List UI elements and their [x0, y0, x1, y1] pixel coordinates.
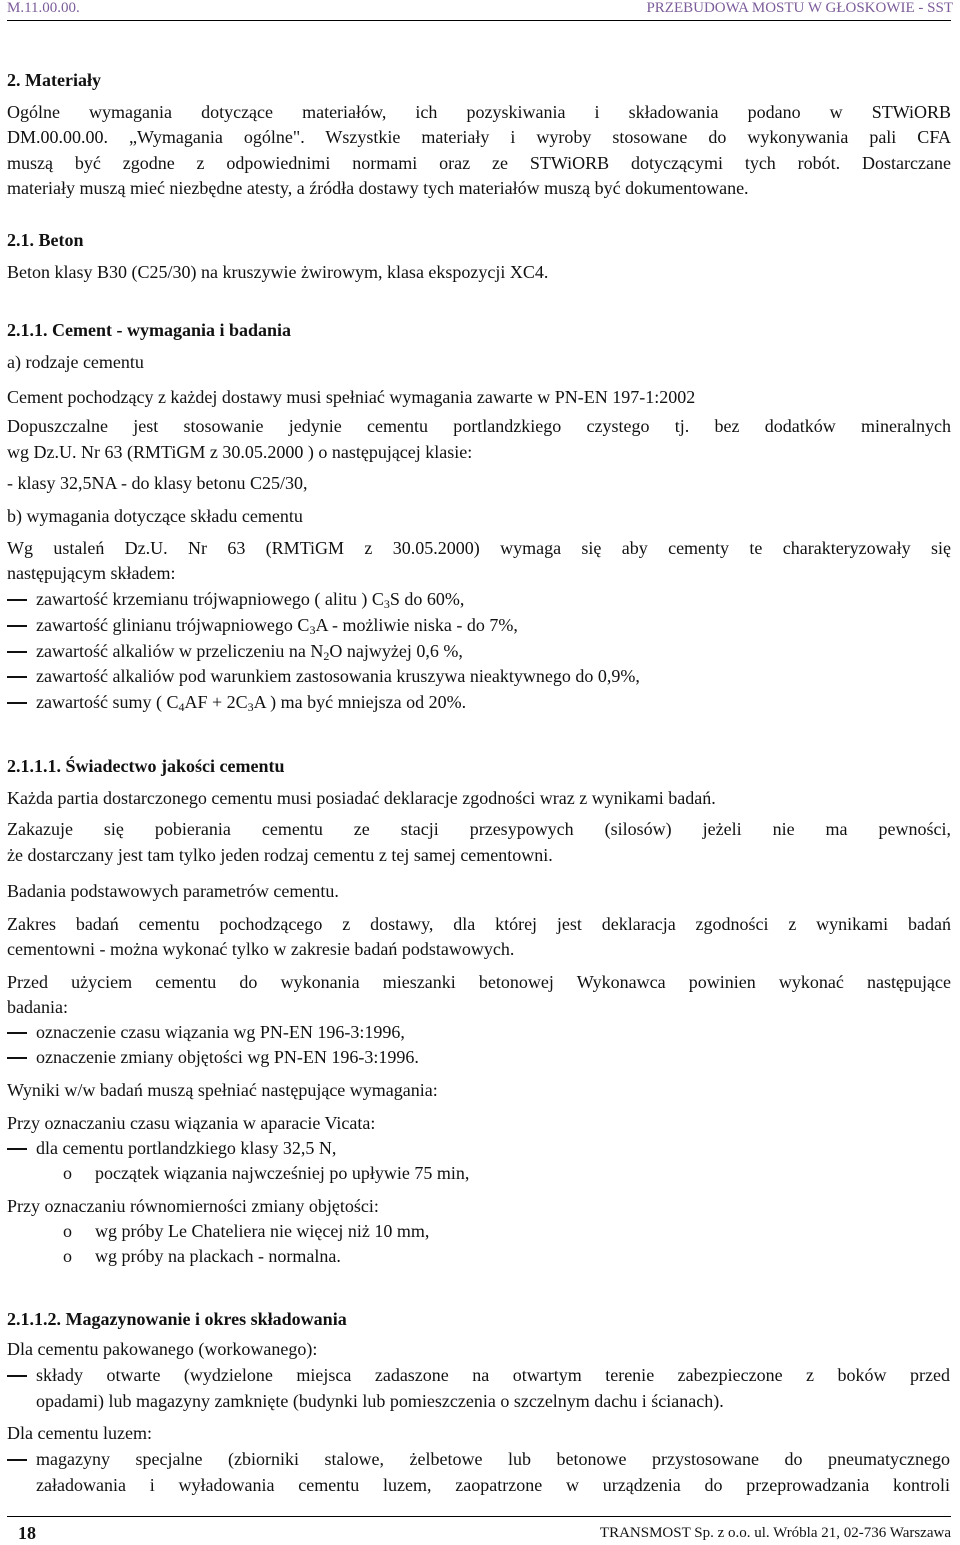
footer-company: TRANSMOST Sp. z o.o. ul. Wróbla 21, 02-736 Warszawa: [599, 1525, 951, 1541]
list-item: magazyny specjalne (zbiorniki stalowe, żelbetowe lub betonowe przystosowane do pneumatycznego: [36, 1449, 950, 1469]
list-item: zawartość alkaliów pod warunkiem zastosowania kruszywa nieaktywnego do 0,9%,: [36, 666, 640, 686]
header-rule: [7, 20, 951, 21]
section-heading: 2.1.1.2. Magazynowanie i okres składowania: [7, 1309, 347, 1329]
footer-rule: [7, 1516, 951, 1517]
paragraph-line: muszą być zgodne z odpowiednimi normami oraz ze STWiORB dotyczącymi tych robót. Dostarczane: [7, 153, 951, 173]
paragraph-line: DM.00.00.00. „Wymagania ogólne". Wszystkie materiały i wyroby stosowane do wykonywania pali CFA: [7, 127, 951, 147]
paragraph-line: Dopuszczalne jest stosowanie jedynie cementu portlandzkiego czystego tj. bez dodatków mineralnych: [7, 416, 951, 436]
paragraph-line: następującym składem:: [7, 563, 176, 583]
dash-bullet: [7, 1459, 27, 1461]
list-item: składy otwarte (wydzielone miejsca zadaszone na otwartym terenie zabezpieczone z boków przed: [36, 1365, 950, 1385]
list-item: wg próby Le Chateliera nie więcej niż 10 mm,: [95, 1221, 430, 1241]
section-heading: 2.1.1.1. Świadectwo jakości cementu: [7, 756, 285, 776]
paragraph-line: a) rodzaje cementu: [7, 352, 144, 372]
list-item: dla cementu portlandzkiego klasy 32,5 N,: [36, 1138, 337, 1158]
paragraph-line: Przed użyciem cementu do wykonania mieszanki betonowej Wykonawca powinien wykonać następujące: [7, 972, 951, 992]
paragraph-line: wg Dz.U. Nr 63 (RMTiGM z 30.05.2000 ) o następującej klasie:: [7, 442, 473, 462]
paragraph-line: Dla cementu luzem:: [7, 1423, 152, 1443]
list-item: zawartość glinianu trójwapniowego $C_3A$ - możliwie niska - do 7%,: [36, 615, 518, 637]
paragraph-line: Zakazuje się pobierania cementu ze stacji przesypowych (silosów) jeżeli nie ma pewności,: [7, 819, 951, 839]
section-heading: 2.1. Beton: [7, 230, 84, 250]
list-item: początek wiązania najwcześniej po upływie 75 min,: [95, 1163, 470, 1183]
list-item: wg próby na plackach - normalna.: [95, 1246, 341, 1266]
dash-bullet: [7, 1032, 27, 1034]
dash-bullet: [7, 651, 27, 653]
paragraph-line: Beton klasy B30 (C25/30) na kruszywie żwirowym, klasa ekspozycji XC4.: [7, 262, 549, 282]
circle-bullet: o: [63, 1163, 72, 1183]
paragraph-line: Wyniki w/w badań muszą spełniać następujące wymagania:: [7, 1080, 438, 1100]
list-item: zawartość sumy ( $C_4AF + 2C_3A$ ) ma być mniejsza od 20%.: [36, 692, 467, 714]
dash-bullet: [7, 599, 27, 601]
list-item: oznaczenie zmiany objętości wg PN-EN 196-3:1996.: [36, 1047, 419, 1067]
paragraph-line: Dla cementu pakowanego (workowanego):: [7, 1339, 318, 1359]
page-number: 18: [18, 1523, 36, 1543]
header-title: PRZEBUDOWA MOSTU W GŁOSKOWIE - SST: [646, 0, 953, 16]
paragraph-line: Zakres badań cementu pochodzącego z dostawy, dla której jest deklaracja zgodności z wynikami badań: [7, 914, 951, 934]
paragraph-line: Wg ustaleń Dz.U. Nr 63 (RMTiGM z 30.05.2000) wymaga się aby cementy te charakteryzowały się: [7, 538, 951, 558]
circle-bullet: o: [63, 1246, 72, 1266]
section-heading: 2.1.1. Cement - wymagania i badania: [7, 320, 292, 340]
header-code: M.11.00.00.: [7, 0, 80, 16]
list-item: oznaczenie czasu wiązania wg PN-EN 196-3:1996,: [36, 1022, 405, 1042]
paragraph-line: - klasy 32,5NA - do klasy betonu C25/30,: [7, 473, 308, 493]
paragraph-line: cementowni - można wykonać tylko w zakresie badań podstawowych.: [7, 939, 515, 959]
paragraph-line: że dostarczany jest tam tylko jeden rodzaj cementu z tej samej cementowni.: [7, 845, 553, 865]
dash-bullet: [7, 625, 27, 627]
dash-bullet: [7, 702, 27, 704]
list-item: zawartość krzemianu trójwapniowego ( alitu ) $C_3S$ do 60%,: [36, 589, 465, 611]
paragraph-line: b) wymagania dotyczące składu cementu: [7, 506, 303, 526]
paragraph-line: Przy oznaczaniu równomierności zmiany objętości:: [7, 1196, 379, 1216]
dash-bullet: [7, 1057, 27, 1059]
paragraph-line: Przy oznaczaniu czasu wiązania w aparacie Vicata:: [7, 1113, 376, 1133]
list-item: załadowania i wyładowania cementu luzem, zaopatrzone w urządzenia do przeprowadzania kontroli: [36, 1475, 950, 1495]
list-item: opadami) lub magazyny zamknięte (budynki lub pomieszczenia o szczelnym dachu i ścianach).: [36, 1391, 724, 1411]
paragraph-line: Każda partia dostarczonego cementu musi posiadać deklaracje zgodności wraz z wynikami badań.: [7, 788, 716, 808]
list-item: zawartość alkaliów w przeliczeniu na $N_2O$ najwyżej 0,6 %,: [36, 641, 463, 663]
paragraph-line: Cement pochodzący z każdej dostawy musi spełniać wymagania zawarte w PN-EN 197-1:2002: [7, 387, 696, 407]
paragraph-line: Badania podstawowych parametrów cementu.: [7, 881, 339, 901]
dash-bullet: [7, 676, 27, 678]
dash-bullet: [7, 1375, 27, 1377]
dash-bullet: [7, 1148, 27, 1150]
paragraph-line: materiały muszą mieć niezbędne atesty, a źródła dostawy tych materiałów muszą być dokumentowane.: [7, 178, 749, 198]
section-heading: 2. Materiały: [7, 70, 101, 90]
paragraph-line: Ogólne wymagania dotyczące materiałów, ich pozyskiwania i składowania podano w STWiORB: [7, 102, 951, 122]
paragraph-line: badania:: [7, 997, 68, 1017]
circle-bullet: o: [63, 1221, 72, 1241]
